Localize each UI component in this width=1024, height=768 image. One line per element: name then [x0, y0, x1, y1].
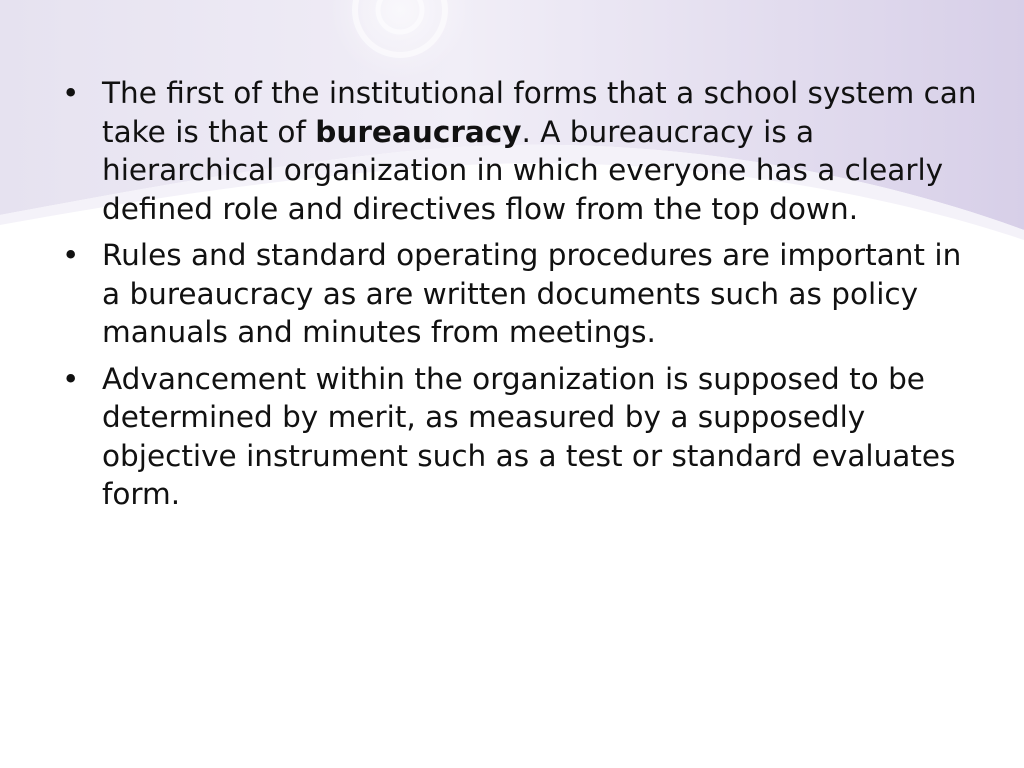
bullet-item — [62, 74, 982, 228]
bullet-text-intro: The first of the institutional forms that a school system can take is that of — [102, 76, 977, 149]
bullet-text: Advancement within the organization is supposed to be determined by merit, as measured by a supposedly objective instrument such as a test or standard evaluates form. — [102, 361, 956, 511]
bullet-text-rest: . A bureaucracy is a hierarchical organization in which everyone has a clearly defined role and directives flow from the top down. — [102, 114, 944, 226]
bullet-text: Rules and standard operating procedures are important in a bureaucracy as are written documents such as policy manuals and minutes from meetings. — [102, 238, 962, 349]
bullet-item — [62, 360, 982, 514]
bullet-list — [62, 74, 982, 514]
bullet-dot-icon: • — [62, 238, 80, 272]
bullet-item — [62, 236, 982, 352]
bullet-dot-icon: • — [62, 76, 80, 110]
slide-body — [62, 74, 982, 522]
bullet-text-bold-term: bureaucracy — [315, 114, 522, 149]
bullet-dot-icon: • — [62, 361, 80, 396]
